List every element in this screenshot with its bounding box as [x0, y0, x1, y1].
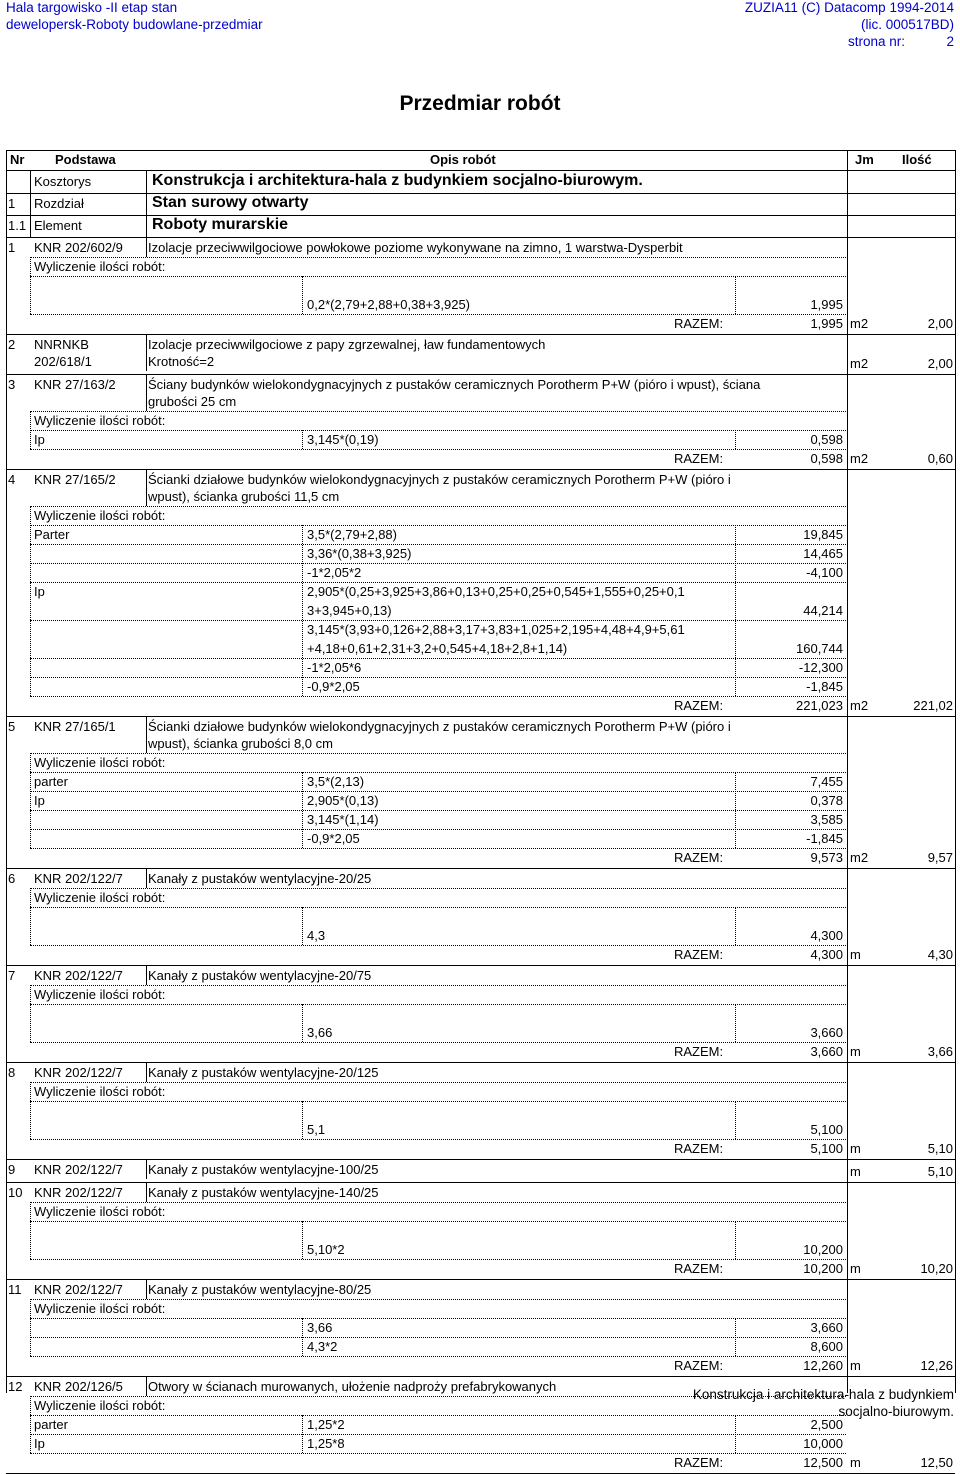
item-unit: m [850, 1455, 861, 1470]
column-line [302, 276, 303, 314]
calc-expression: 5,1 [307, 1122, 326, 1137]
footer-line: socjalno-biurowym. [838, 1404, 954, 1419]
item-unit: m2 [850, 316, 869, 331]
item-basis: KNR 202/122/7 [34, 1065, 123, 1080]
column-line [302, 907, 303, 945]
item-basis: KNR 202/122/7 [34, 968, 123, 983]
sum-value: 3,660 [810, 1044, 843, 1059]
column-line [302, 1318, 303, 1356]
rule-line [30, 1004, 846, 1005]
rule-line [30, 314, 846, 315]
rule-line [6, 1159, 955, 1160]
item-description: Otwory w ścianach murowanych, ułożenie nadproży prefabrykowanych [148, 1379, 557, 1394]
column-line [30, 1299, 31, 1356]
calc-value: 0,598 [810, 432, 843, 447]
calc-expression: 2,905*(0,25+3,925+3,86+0,13+0,25+0,25+0,545+1,555+0,25+0,1 [307, 584, 685, 599]
item-unit: m [850, 1044, 861, 1059]
group-nr: 1.1 [8, 218, 27, 233]
page-label: strona nr: [848, 34, 906, 49]
calc-expression: 3,66 [307, 1320, 333, 1335]
calc-label: Wyliczenie ilości robót: [34, 1398, 166, 1413]
group-type: Element [34, 218, 82, 233]
item-description: wpust), ścianka grubości 8,0 cm [148, 736, 333, 751]
item-nr: 9 [8, 1162, 16, 1177]
rule-line [6, 1279, 955, 1280]
sum-value: 9,573 [810, 850, 843, 865]
rule-line [30, 791, 846, 792]
sum-value: 1,995 [810, 316, 843, 331]
rule-line [30, 544, 846, 545]
rule-line [6, 469, 955, 470]
column-line [30, 1082, 31, 1139]
calc-expression: 3,5*(2,79+2,88) [307, 527, 397, 542]
calc-row-label: Parter [34, 527, 70, 542]
calc-label: Wyliczenie ilości robót: [34, 987, 166, 1002]
rule-line [30, 449, 846, 450]
calc-expression: 1,25*8 [307, 1436, 345, 1451]
rule-line [30, 772, 846, 773]
rule-line [6, 868, 955, 869]
sum-value: 221,023 [796, 698, 843, 713]
rule-line [30, 945, 846, 946]
item-basis: KNR 202/122/7 [34, 871, 123, 886]
calc-expression: 3,145*(3,93+0,126+2,88+3,17+3,83+1,025+2,195+4,48+4,9+5,61 [307, 622, 685, 637]
item-quantity: 12,26 [920, 1358, 953, 1373]
calc-label: Wyliczenie ilości robót: [34, 1204, 166, 1219]
item-description: Izolacje przeciwwilgociowe z papy zgrzewalnej, ław fundamentowych [148, 337, 546, 352]
calc-row-label: parter [34, 774, 68, 789]
item-nr: 8 [8, 1065, 16, 1080]
column-line [955, 150, 956, 1393]
item-description: Krotność=2 [148, 354, 215, 369]
item-basis: NNRNKB [34, 337, 89, 352]
item-nr: 5 [8, 719, 16, 734]
column-line [146, 237, 147, 257]
column-line [30, 1202, 31, 1259]
rule-line [30, 582, 846, 583]
item-unit: m [850, 1358, 861, 1373]
sum-label: RAZEM: [674, 1358, 724, 1373]
item-basis: KNR 202/122/7 [34, 1282, 123, 1297]
item-nr: 11 [8, 1282, 22, 1297]
column-line [146, 1376, 147, 1396]
item-basis: KNR 202/122/7 [34, 1162, 123, 1177]
sum-value: 10,200 [803, 1261, 843, 1276]
license-number: (lic. 000517BD) [860, 17, 954, 32]
rule-line [30, 1259, 846, 1260]
rule-line [30, 1356, 846, 1357]
calc-value: 3,585 [810, 812, 843, 827]
rule-line [30, 1453, 846, 1454]
item-basis: KNR 202/602/9 [34, 240, 123, 255]
column-line [735, 1004, 736, 1042]
rule-line [30, 810, 846, 811]
rule-line [6, 215, 955, 216]
calc-expression: 3,5*(2,13) [307, 774, 365, 789]
calc-expression: 4,3 [307, 928, 326, 943]
calc-value: 3,660 [810, 1320, 843, 1335]
column-line [735, 1101, 736, 1139]
column-line [146, 469, 147, 506]
group-name: Stan surowy otwarty [152, 194, 309, 211]
calc-expression: 3,36*(0,38+3,925) [307, 546, 412, 561]
rule-line [30, 1139, 846, 1140]
calc-label: Wyliczenie ilości robót: [34, 1301, 166, 1316]
item-description: Kanały z pustaków wentylacyjne-20/75 [148, 968, 372, 983]
column-line [302, 772, 303, 848]
page-number: 2 [946, 34, 954, 49]
item-basis: KNR 27/165/1 [34, 719, 116, 734]
sum-label: RAZEM: [674, 1455, 724, 1470]
item-basis: KNR 202/126/5 [34, 1379, 123, 1394]
calc-value: 5,100 [810, 1122, 843, 1137]
rule-line [30, 658, 846, 659]
item-description: Izolacje przeciwwilgociowe powłokowe poziome wykonywane na zimno, 1 warstwa-Dysperbit [148, 240, 683, 255]
calc-row-label: Ip [34, 432, 45, 447]
item-quantity: 2,00 [927, 316, 953, 331]
calc-expression: 3+3,945+0,13) [307, 603, 392, 618]
item-nr: 2 [8, 337, 16, 352]
rule-line [30, 848, 846, 849]
item-nr: 10 [8, 1185, 23, 1200]
rule-line [30, 907, 846, 908]
column-line [302, 1221, 303, 1259]
calc-label: Wyliczenie ilości robót: [34, 1084, 166, 1099]
column-line [735, 772, 736, 848]
item-quantity: 10,20 [920, 1261, 953, 1276]
column-line [146, 868, 147, 888]
calc-expression: -1*2,05*6 [307, 660, 362, 675]
column-header-basis: Podstawa [55, 152, 116, 167]
column-line [735, 1318, 736, 1356]
rule-line [30, 506, 846, 507]
rule-line [30, 525, 846, 526]
rule-line [30, 1082, 846, 1083]
column-line [146, 1159, 147, 1179]
rule-line [6, 374, 955, 375]
column-line [302, 1415, 303, 1453]
item-nr: 7 [8, 968, 16, 983]
item-description: Kanały z pustaków wentylacyjne-100/25 [148, 1162, 379, 1177]
item-quantity: 5,10 [927, 1141, 953, 1156]
group-name: Konstrukcja i architektura-hala z budynkiem socjalno-biurowym. [152, 172, 643, 189]
item-quantity: 3,66 [927, 1044, 953, 1059]
rule-line [6, 237, 955, 238]
rule-line [6, 193, 955, 194]
calc-row-label: Ip [34, 793, 45, 808]
column-line [735, 430, 736, 449]
rule-line [6, 1062, 955, 1063]
calc-row-label: Ip [34, 584, 45, 599]
column-line [146, 965, 147, 985]
item-unit: m2 [850, 698, 869, 713]
column-line [302, 1101, 303, 1139]
item-unit: m2 [850, 356, 869, 371]
calc-value: 10,000 [803, 1436, 843, 1451]
item-quantity: 0,60 [927, 451, 953, 466]
item-unit: m [850, 1141, 861, 1156]
calc-expression: 5,10*2 [307, 1242, 345, 1257]
item-nr: 1 [8, 240, 16, 255]
item-description: Kanały z pustaków wentylacyjne-140/25 [148, 1185, 379, 1200]
sum-label: RAZEM: [674, 850, 724, 865]
footer-line: Konstrukcja i architektura-hala z budynkiem [692, 1387, 954, 1402]
rule-line [30, 1221, 846, 1222]
calc-expression: 3,145*(0,19) [307, 432, 379, 447]
column-line [30, 411, 31, 449]
calc-value: 7,455 [810, 774, 843, 789]
column-line [735, 525, 736, 696]
calc-row-label: parter [34, 1417, 68, 1432]
group-nr: 1 [8, 196, 16, 211]
rule-line [30, 1042, 846, 1043]
calc-value: 1,995 [810, 297, 843, 312]
sum-value: 12,260 [803, 1358, 843, 1373]
calc-label: Wyliczenie ilości robót: [34, 259, 166, 274]
item-description: Kanały z pustaków wentylacyjne-20/125 [148, 1065, 379, 1080]
rule-line [30, 696, 846, 697]
column-header-qty: Ilość [902, 152, 932, 167]
rule-line [30, 1318, 846, 1319]
calc-expression: 1,25*2 [307, 1417, 345, 1432]
item-description: Ściany budynków wielokondygnacyjnych z pustaków ceramicznych Porotherm P+W (pióro i wpust), ściana [148, 377, 761, 392]
group-type: Kosztorys [34, 174, 92, 189]
rule-line [6, 150, 955, 151]
project-subtitle: dewelopersk-Roboty budowlane-przedmiar [6, 17, 263, 32]
column-line [30, 985, 31, 1042]
page-title: Przedmiar robót [399, 92, 561, 115]
column-line [6, 150, 7, 1393]
column-line [847, 150, 848, 1393]
rule-line [6, 716, 955, 717]
calc-expression: 4,3*2 [307, 1339, 338, 1354]
calc-value: 19,845 [803, 527, 843, 542]
rule-line [30, 753, 846, 754]
column-line [30, 171, 31, 193]
column-line [146, 171, 147, 193]
calc-label: Wyliczenie ilości robót: [34, 508, 166, 523]
rule-line [30, 411, 846, 412]
rule-line [30, 1299, 846, 1300]
column-line [30, 753, 31, 848]
rule-line [6, 334, 955, 335]
column-line [146, 193, 147, 215]
rule-line [30, 1202, 846, 1203]
item-description: Kanały z pustaków wentylacyjne-20/25 [148, 871, 372, 886]
calc-label: Wyliczenie ilości robót: [34, 755, 166, 770]
item-quantity: 4,30 [927, 947, 953, 962]
project-name: Hala targowisko -II etap stan [6, 0, 178, 15]
calc-row-label: Ip [34, 1436, 45, 1451]
item-description: grubości 25 cm [148, 394, 237, 409]
sum-label: RAZEM: [674, 316, 724, 331]
column-line [30, 506, 31, 696]
column-line [30, 257, 31, 314]
item-unit: m [850, 1164, 861, 1179]
column-line [30, 193, 31, 215]
calc-value: 2,500 [810, 1417, 843, 1432]
calc-value: 8,600 [810, 1339, 843, 1354]
item-quantity: 9,57 [927, 850, 953, 865]
rule-line [30, 829, 846, 830]
rule-line [30, 563, 846, 564]
column-line [30, 1396, 31, 1453]
calc-label: Wyliczenie ilości robót: [34, 890, 166, 905]
calc-expression: 3,66 [307, 1025, 333, 1040]
column-line [302, 430, 303, 449]
calc-expression: +4,18+0,61+2,31+3,2+0,545+4,18+2,8+1,14) [307, 641, 568, 656]
item-unit: m [850, 1261, 861, 1276]
rule-line [30, 1337, 846, 1338]
calc-value: 14,465 [803, 546, 843, 561]
item-description: Kanały z pustaków wentylacyjne-80/25 [148, 1282, 372, 1297]
item-quantity: 12,50 [920, 1455, 953, 1470]
rule-line [6, 965, 955, 966]
calc-value: -1,845 [806, 831, 843, 846]
column-line [735, 1221, 736, 1259]
column-header-unit: Jm [855, 152, 874, 167]
calc-value: 10,200 [803, 1242, 843, 1257]
item-unit: m2 [850, 451, 869, 466]
group-type: Rozdział [34, 196, 84, 211]
sum-label: RAZEM: [674, 1261, 724, 1276]
column-line [302, 525, 303, 696]
item-description: Ścianki działowe budynków wielokondygnacyjnych z pustaków ceramicznych Porotherm P+W (pióro i [148, 472, 731, 487]
column-header-desc: Opis robót [430, 152, 496, 167]
calc-value: -4,100 [806, 565, 843, 580]
column-line [146, 1062, 147, 1082]
calc-expression: -1*2,05*2 [307, 565, 362, 580]
item-unit: m2 [850, 850, 869, 865]
rule-line [30, 1415, 846, 1416]
rule-line [30, 1101, 846, 1102]
calc-value: 3,660 [810, 1025, 843, 1040]
column-line [735, 1415, 736, 1453]
column-line [146, 374, 147, 411]
item-quantity: 5,10 [927, 1164, 953, 1179]
calc-expression: -0,9*2,05 [307, 679, 360, 694]
calc-value: 4,300 [810, 928, 843, 943]
sum-label: RAZEM: [674, 1141, 724, 1156]
sum-value: 4,300 [810, 947, 843, 962]
column-line [146, 334, 147, 371]
column-line [146, 215, 147, 237]
rule-line [30, 430, 846, 431]
rule-line [30, 276, 846, 277]
calc-value: -1,845 [806, 679, 843, 694]
rule-line [30, 888, 846, 889]
sum-label: RAZEM: [674, 947, 724, 962]
column-line [735, 907, 736, 945]
column-line [30, 888, 31, 945]
rule-line [30, 620, 846, 621]
item-nr: 12 [8, 1379, 23, 1394]
calc-expression: 2,905*(0,13) [307, 793, 379, 808]
calc-label: Wyliczenie ilości robót: [34, 413, 166, 428]
column-line [146, 1182, 147, 1202]
item-basis: KNR 202/122/7 [34, 1185, 123, 1200]
column-line [302, 1004, 303, 1042]
sum-value: 5,100 [810, 1141, 843, 1156]
calc-value: 160,744 [796, 641, 843, 656]
item-nr: 6 [8, 871, 16, 886]
calc-value: 0,378 [810, 793, 843, 808]
rule-line [6, 1376, 955, 1377]
calc-expression: 3,145*(1,14) [307, 812, 379, 827]
group-name: Roboty murarskie [152, 216, 289, 233]
column-line [735, 276, 736, 314]
item-basis: KNR 27/165/2 [34, 472, 116, 487]
column-line [146, 1279, 147, 1299]
item-nr: 3 [8, 377, 16, 392]
sum-label: RAZEM: [674, 698, 724, 713]
rule-line [30, 257, 846, 258]
rule-line [30, 1434, 846, 1435]
item-quantity: 2,00 [927, 356, 953, 371]
item-quantity: 221,02 [913, 698, 953, 713]
column-header-nr: Nr [10, 152, 25, 167]
item-description: wpust), ścianka grubości 11,5 cm [148, 489, 340, 504]
calc-value: -12,300 [798, 660, 843, 675]
item-nr: 4 [8, 472, 16, 487]
sum-label: RAZEM: [674, 1044, 724, 1059]
column-line [30, 215, 31, 237]
rule-line [6, 1182, 955, 1183]
item-basis: KNR 27/163/2 [34, 377, 116, 392]
sum-value: 0,598 [810, 451, 843, 466]
column-line [146, 716, 147, 753]
item-unit: m [850, 947, 861, 962]
calc-expression: 0,2*(2,79+2,88+0,38+3,925) [307, 297, 471, 312]
calc-expression: -0,9*2,05 [307, 831, 360, 846]
calc-value: 44,214 [803, 603, 843, 618]
sum-label: RAZEM: [674, 451, 724, 466]
rule-line [6, 170, 955, 171]
sum-value: 12,500 [803, 1455, 843, 1470]
item-description: Ścianki działowe budynków wielokondygnacyjnych z pustaków ceramicznych Porotherm P+W (pióro i [148, 719, 731, 734]
software-credit: ZUZIA11 (C) Datacomp 1994-2014 [744, 0, 954, 15]
rule-line [30, 985, 846, 986]
item-basis: 202/618/1 [34, 354, 92, 369]
rule-line [30, 677, 846, 678]
